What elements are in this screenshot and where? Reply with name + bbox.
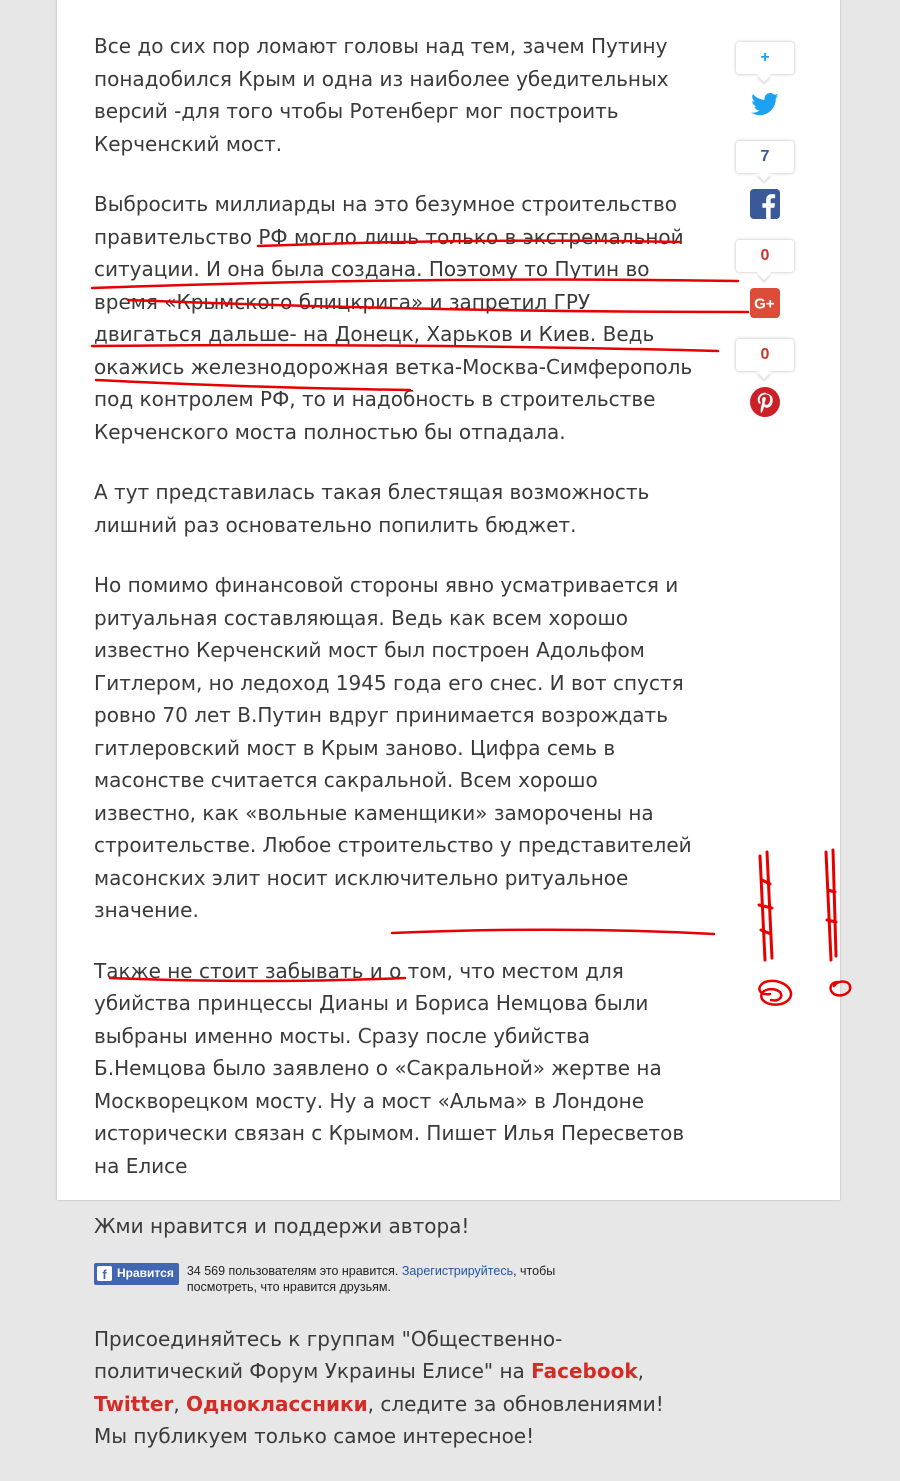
join-groups-paragraph <box>94 1323 694 1453</box>
like-suffix: , чтобы посмотреть, что нравится друзьям. <box>186 1263 556 1294</box>
paragraph-6: Жми нравится и поддержи автора! <box>94 1214 470 1238</box>
share-google-plus[interactable] <box>736 240 794 339</box>
odnoklassniki-link[interactable]: Одноклассники <box>186 1391 368 1416</box>
paragraph-2: Выбросить миллиарды на это безумное строительство правительство РФ могло лишь только в экстремальной ситуации. И она была создана. Поэтому то Путин во время «Крымского блицкрига» и запретил ГРУ двигаться дальше- на Донецк, Харьков и Киев. Ведь окажись железнодорожная ветка-Москва-Симферополь под контролем РФ, то и надобность в строительстве Керченского моста полностью бы отпадала. <box>94 192 693 444</box>
facebook-like-button[interactable] <box>94 1263 179 1285</box>
share-count-google-plus: 0 <box>736 240 794 272</box>
pinterest-icon[interactable] <box>750 387 780 417</box>
share-count-plus: + <box>736 42 794 74</box>
twitter-icon[interactable] <box>750 90 780 120</box>
svg-text:G+: G+ <box>754 295 775 313</box>
paragraph-3: А тут представилась такая блестящая возможность лишний раз основательно попилить бюджет. <box>94 480 650 537</box>
twitter-link[interactable]: Twitter <box>94 1391 174 1416</box>
share-bar <box>736 42 794 438</box>
share-pinterest[interactable] <box>736 339 794 438</box>
share-count-facebook: 7 <box>736 141 794 173</box>
facebook-link[interactable]: Facebook <box>531 1359 638 1383</box>
share-twitter[interactable] <box>736 42 794 141</box>
paragraph-4: Но помимо финансовой стороны явно усматривается и ритуальная составляющая. Ведь как всем хорошо известно Керченский мост был построен Адольфом Гитлером, но ледоход 1945 года его снес. И вот спустя ровно 70 лет В.Путин вдруг принимается возрождать гитлеровский мост в Крым заново. Цифра семь в масонстве считается сакральной. Всем хорошо известно, как «вольные каменщики» заморочены на строительстве. Любое строительство у представителей масонских элит носит исключительно ритуальное значение. <box>94 573 692 922</box>
facebook-icon[interactable] <box>750 189 780 219</box>
facebook-icon: f <box>97 1266 112 1281</box>
paragraph-5: Также не стоит забывать и о том, что местом для убийства принцессы Дианы и Бориса Немцова были выбраны именно мосты. Сразу после убийства Б.Немцова было заявлено о «Сакральной» жертве на Москворецком мосту. Ну а мост «Альма» в Лондоне исторически связан с Крымом. Пишет Илья Пересветов на Елисе <box>94 958 685 1178</box>
like-count: 34 569 пользователям это нравится. <box>186 1263 399 1278</box>
comma-2: , <box>173 1391 187 1416</box>
facebook-like-widget <box>94 1263 694 1295</box>
join-prefix: Присоединяйтесь к группам "Общественно-политический Форум Украины Елисе" на <box>94 1326 563 1383</box>
register-link[interactable]: Зарегистрируйтесь <box>401 1263 514 1278</box>
comma-1: , <box>637 1359 645 1383</box>
google-plus-icon[interactable] <box>750 288 780 318</box>
join-suffix: , следите за обновлениями! Мы публикуем только самое интересное! <box>94 1391 664 1448</box>
like-button-label: Нравится <box>117 1266 174 1281</box>
article-body <box>94 30 694 1481</box>
share-facebook[interactable] <box>736 141 794 240</box>
share-count-pinterest: 0 <box>736 339 794 371</box>
paragraph-1: Все до сих пор ломают головы над тем, зачем Путину понадобился Крым и одна из наиболее убедительных версий -для того чтобы Ротенберг мог построить Керченский мост. <box>94 34 669 156</box>
like-count-text <box>187 1263 587 1295</box>
